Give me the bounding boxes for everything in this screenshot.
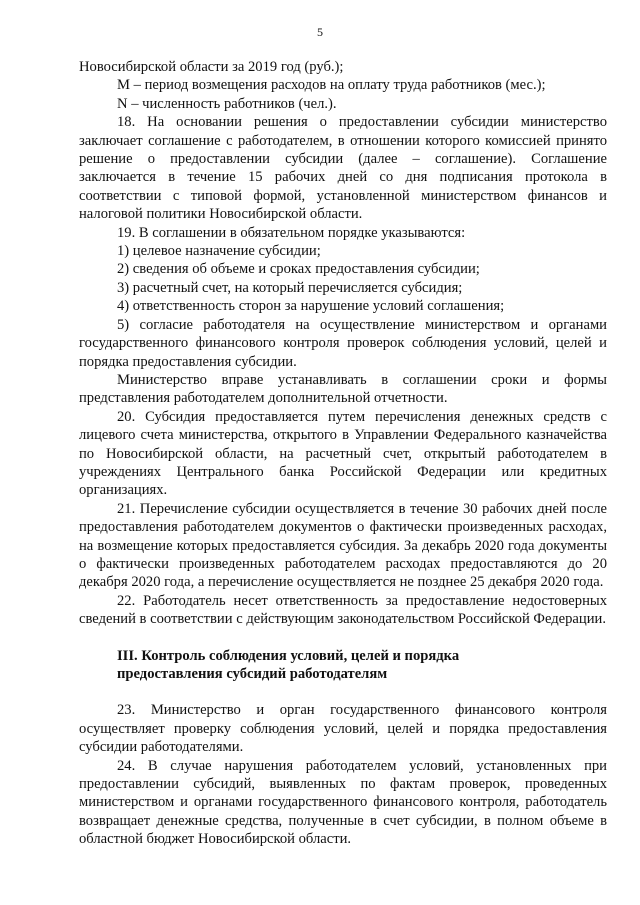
paragraphs-bottom xyxy=(79,701,607,848)
paragraph: Министерство вправе устанавливать в соглашении сроки и формы представления работодателем дополнительной отчетности. xyxy=(79,371,607,407)
paragraph: 18. На основании решения о предоставлении субсидии министерство заключает соглашение с работодателем, в отношении которого комиссией принято решение о предоставлении субсидии (далее – соглашение). Соглашение заключается в течение 15 рабочих дней со дня подписания протокола в соответствии с типовой формой, установленной министерством финансов и налоговой политики Новосибирской области. xyxy=(79,114,607,223)
list-item: 2) сведения об объеме и сроках предоставления субсидии; xyxy=(117,261,480,278)
paragraph: 19. В соглашении в обязательном порядке указываются: xyxy=(117,224,466,241)
document-body xyxy=(79,58,607,849)
paragraph: 24. В случае нарушения работодателем условий, установленных при предоставлении субсидий, выявленных по фактам проверок, проведенных министерством и органами государственного финансового контроля, работодатель возвращает денежные средства, полученные в счет субсидии, в полном объеме в областной бюджет Новосибирской области. xyxy=(79,757,607,848)
paragraph: 23. Министерство и орган государственного финансового контроля осуществляет проверку соблюдения условий, целей и порядка предоставления субсидии работодателями. xyxy=(79,702,607,756)
paragraph: N – численность работников (чел.). xyxy=(117,95,337,112)
paragraph: Новосибирской области за 2019 год (руб.); xyxy=(79,59,344,75)
paragraph: М – период возмещения расходов на оплату труда работников (мес.); xyxy=(117,77,546,94)
section-heading-line-1: III. Контроль соблюдения условий, целей и порядка xyxy=(117,647,460,664)
paragraph: 22. Работодатель несет ответственность за предоставление недостоверных сведений в соответствии с действующим законодательством Российской Федерации. xyxy=(79,592,607,628)
paragraph: 21. Перечисление субсидии осуществляется в течение 30 рабочих дней после предоставления работодателем документов о фактически произведенных расходах, на возмещение которых предоставляется субсидия. За декабрь 2020 года документы о фактически произведенных работодателем расходах предоставляются до 20 декабря 2020 года, а перечисление осуществляется не позднее 25 декабря 2020 года. xyxy=(79,500,607,591)
list-item: 3) расчетный счет, на который перечисляется субсидия; xyxy=(117,279,463,296)
list-item: 4) ответственность сторон за нарушение условий соглашения; xyxy=(117,298,505,315)
list-item: 1) целевое назначение субсидии; xyxy=(117,243,321,260)
section-heading xyxy=(79,647,607,684)
list-item: 5) согласие работодателя на осуществление министерством и органами государственного финансового контроля проверок соблюдения условий, целей и порядка предоставления субсидии. xyxy=(79,316,607,370)
page-number: 5 xyxy=(317,25,323,39)
paragraphs-top xyxy=(79,58,607,629)
paragraph: 20. Субсидия предоставляется путем перечисления денежных средств с лицевого счета министерства, открытого в Управлении Федерального казначейства по Новосибирской области, на расчетный счет, открытый работодателем в учреждениях Центрального банка Российской Федерации или кредитных организациях. xyxy=(79,408,607,499)
section-heading-line-2: предоставления субсидий работодателям xyxy=(117,666,388,682)
